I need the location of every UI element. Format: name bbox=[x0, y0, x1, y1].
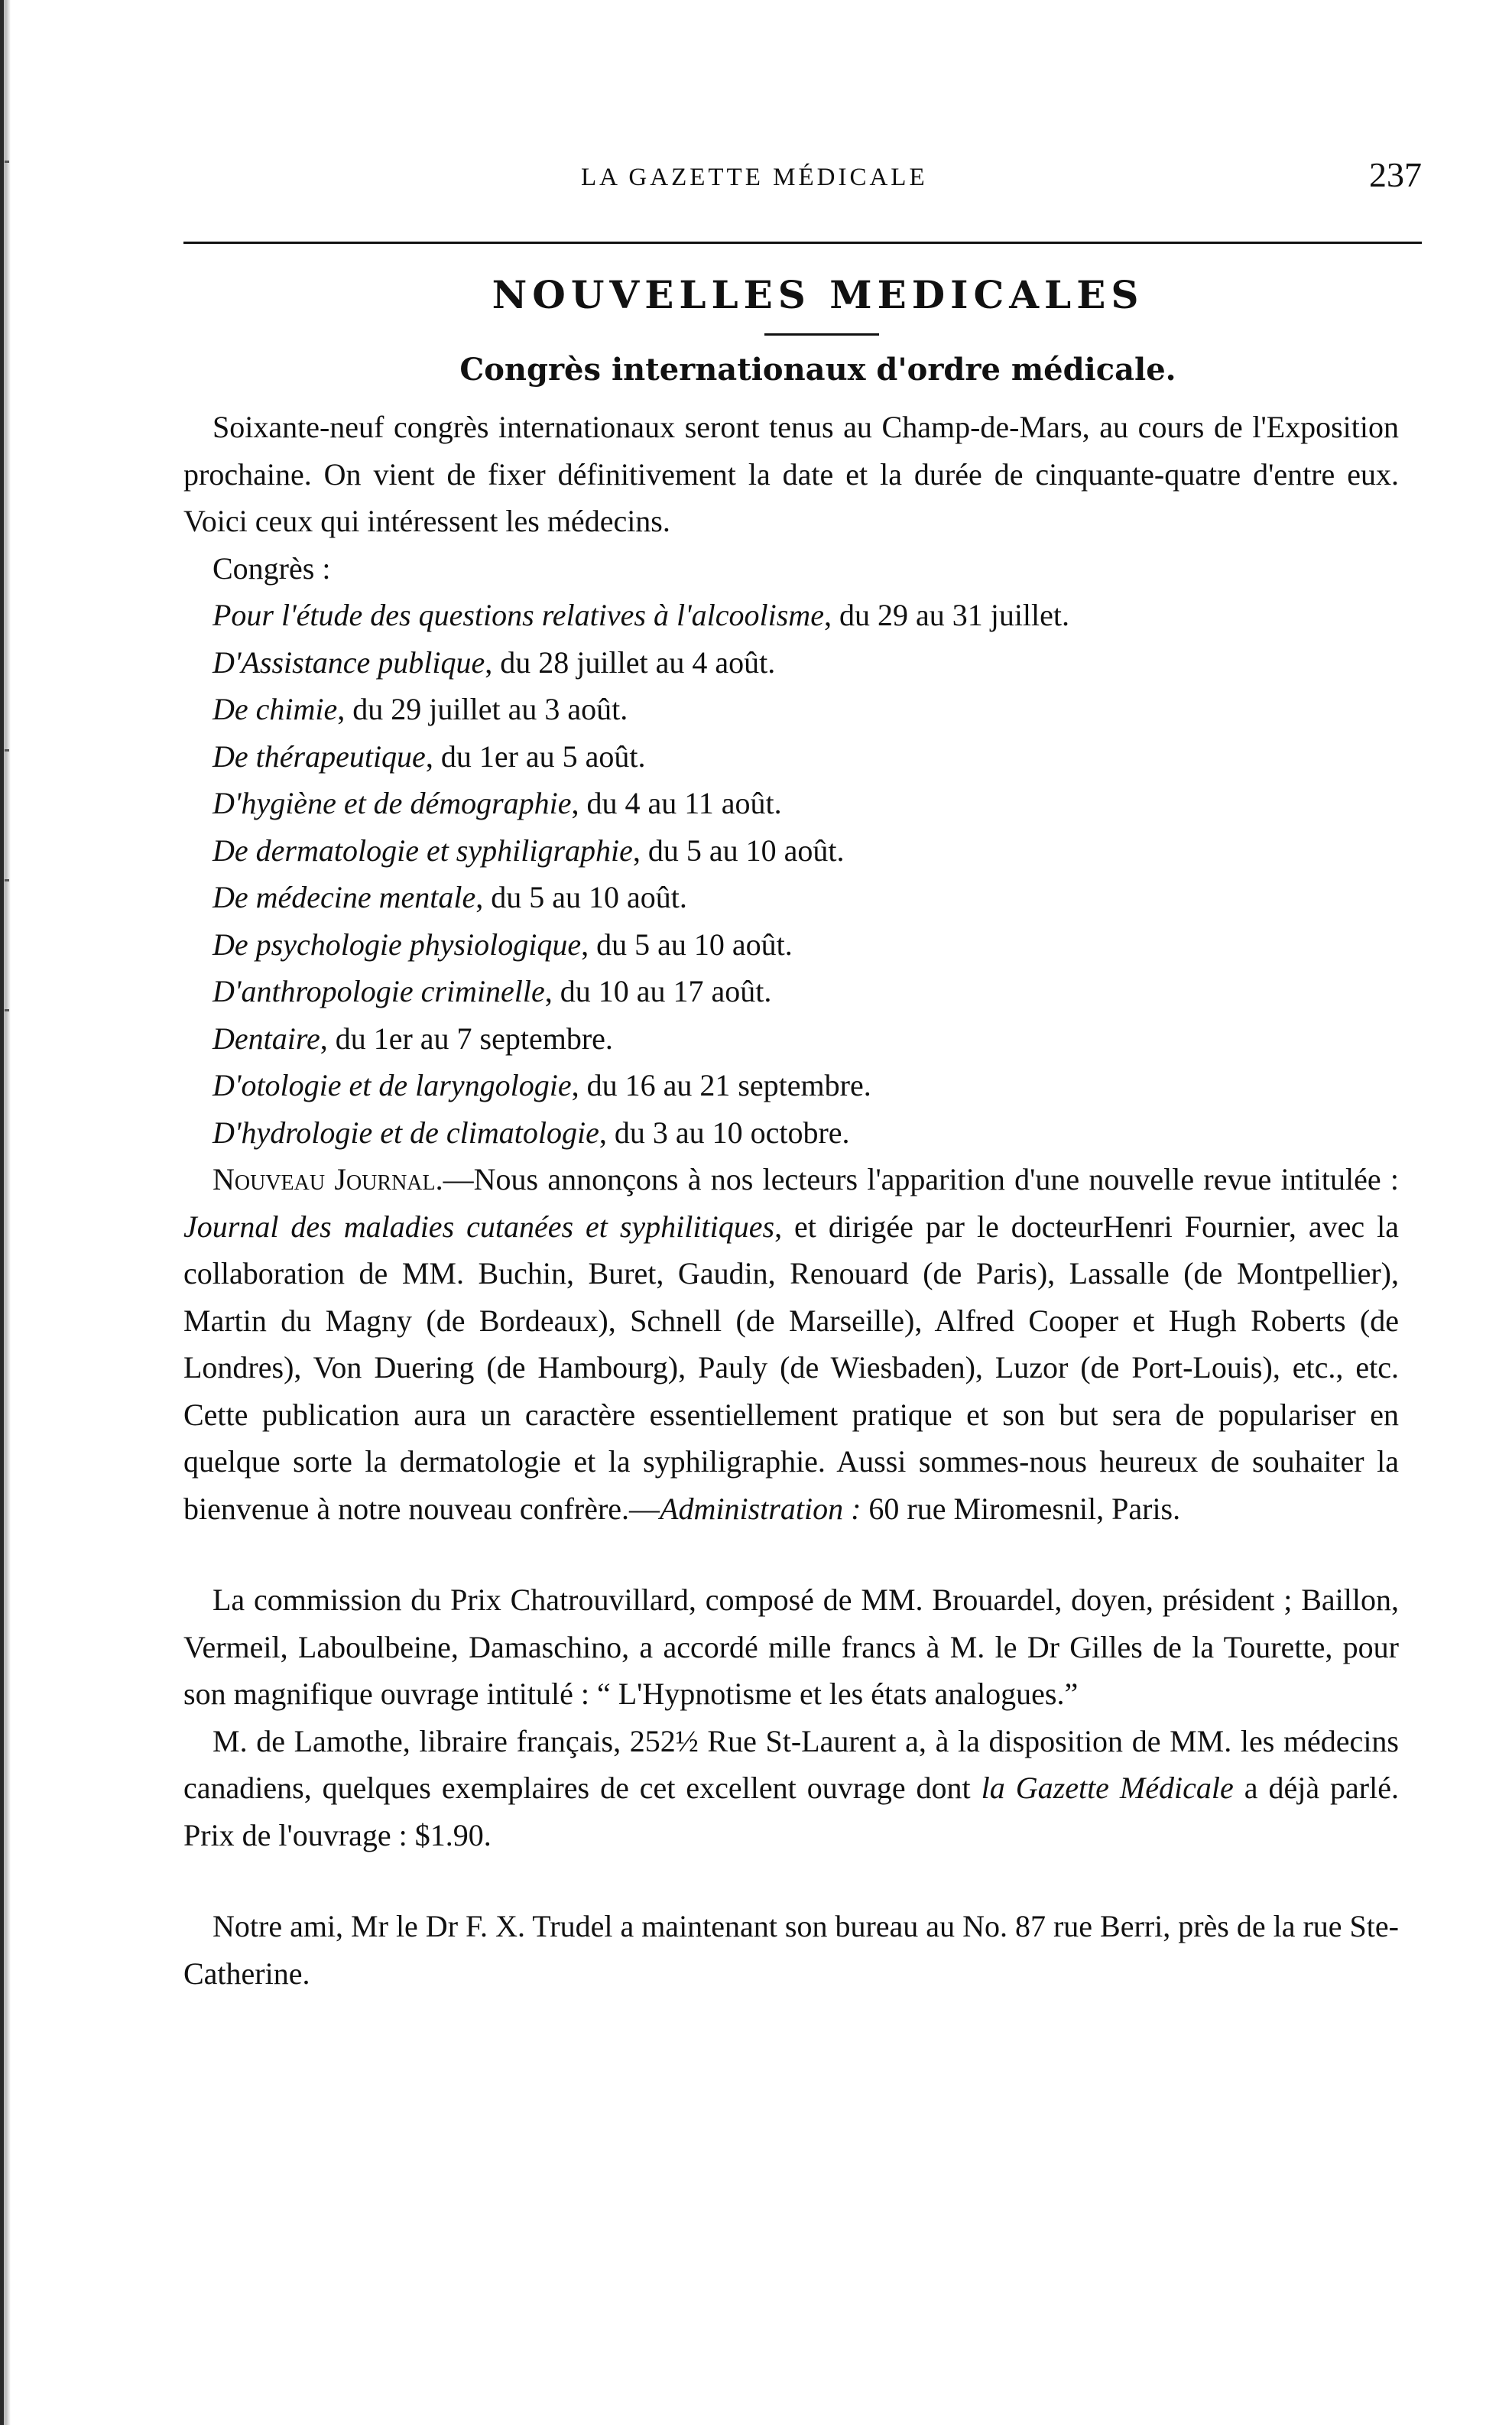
page-header bbox=[183, 138, 1422, 206]
congress-dates: , du 5 au 10 août. bbox=[632, 833, 845, 868]
congress-name: De psychologie physiologique bbox=[213, 927, 582, 962]
scan-edge-mark bbox=[5, 879, 9, 881]
congres-label: Congrès : bbox=[213, 550, 331, 586]
scan-edge bbox=[0, 0, 17, 2425]
congress-dates: , du 10 au 17 août. bbox=[544, 974, 772, 1008]
congress-dates: , du 1er au 7 septembre. bbox=[320, 1021, 613, 1056]
header-rule bbox=[183, 242, 1422, 244]
spacer bbox=[183, 1532, 1399, 1576]
congress-dates: , du 29 au 31 juillet. bbox=[823, 598, 1070, 632]
page bbox=[183, 138, 1422, 2401]
congress-item bbox=[183, 1062, 1399, 1109]
congress-name: De chimie bbox=[213, 692, 338, 726]
section-subtitle: Congrès internationaux d'ordre médicale. bbox=[459, 352, 1176, 388]
scan-edge-mark bbox=[5, 1009, 9, 1011]
title-rule bbox=[764, 333, 879, 336]
journal-paragraph bbox=[183, 1156, 1399, 1532]
spacer bbox=[183, 1859, 1399, 1903]
congress-name: De thérapeutique bbox=[213, 739, 426, 774]
congress-item bbox=[183, 921, 1399, 969]
congress-name: De médecine mentale bbox=[213, 880, 476, 914]
lamothe-text: a déjà parlé. Prix de l'ouvrage : $1.90. bbox=[183, 1771, 1399, 1852]
congress-dates: , du 5 au 10 août. bbox=[581, 927, 793, 962]
congress-name: D'hygiène et de démographie bbox=[213, 786, 572, 820]
congress-item bbox=[183, 733, 1399, 781]
congress-name: Pour l'étude des questions relatives à l'alcoolisme bbox=[213, 598, 824, 632]
congress-list bbox=[183, 592, 1399, 1156]
congress-dates: , du 1er au 5 août. bbox=[425, 739, 646, 774]
congress-item bbox=[183, 874, 1399, 921]
congress-dates: , du 29 juillet au 3 août. bbox=[337, 692, 628, 726]
congress-dates: , du 4 au 11 août. bbox=[571, 786, 782, 820]
prix-paragraph: La commission du Prix Chatrouvillard, composé de MM. Brouardel, doyen, président ; Baillon, Vermeil, Laboulbeine, Damaschino, a accordé mille francs à M. le Dr Gilles de la Tourette, pour son magnifique ouvrage intitulé : “ L'Hypnotisme et les états analogues.” bbox=[183, 1583, 1399, 1711]
congress-dates: , du 28 juillet au 4 août. bbox=[485, 644, 776, 680]
page-number: 237 bbox=[1369, 155, 1422, 194]
lamothe-text: M. de Lamothe, libraire français, 252½ Rue St-Laurent a, à la disposition de MM. les médecins canadiens, quelques exemplaires de cet excellent ouvrage dont bbox=[183, 1723, 1399, 1805]
congress-dates: , du 16 au 21 septembre. bbox=[571, 1068, 871, 1102]
congress-item bbox=[183, 1109, 1399, 1157]
congress-item bbox=[183, 592, 1399, 639]
administration-label: Administration : bbox=[660, 1491, 861, 1526]
congress-item bbox=[183, 827, 1399, 875]
congress-name: D'Assistance publique bbox=[213, 644, 485, 680]
journal-title: Journal des maladies cutanées et syphilitiques bbox=[183, 1209, 775, 1244]
congress-dates: , du 3 au 10 octobre. bbox=[599, 1115, 850, 1150]
intro-paragraph: Soixante-neuf congrès internationaux seront tenus au Champ-de-Mars, au cours de l'Exposition prochaine. On vient de fixer définitivement la date et la durée de cinquante-quatre d'entre eux. Voici ceux qui intéressent les médecins. bbox=[183, 410, 1399, 538]
congress-dates: , du 5 au 10 août. bbox=[475, 880, 687, 914]
running-head: LA GAZETTE MÉDICALE bbox=[581, 164, 928, 191]
congress-item bbox=[183, 1015, 1399, 1063]
congress-name: De dermatologie et syphiligraphie bbox=[213, 833, 633, 868]
congress-name: Dentaire bbox=[213, 1021, 320, 1056]
scan-edge-mark bbox=[5, 749, 9, 752]
congress-name: D'anthropologie criminelle bbox=[213, 974, 545, 1008]
congress-item bbox=[183, 639, 1399, 687]
gazette-title: la Gazette Médicale bbox=[981, 1771, 1234, 1805]
journal-text: —Nous annonçons à nos lecteurs l'apparition d'une nouvelle revue intitulée : bbox=[443, 1162, 1400, 1196]
congress-item bbox=[183, 780, 1399, 827]
administration-address: 60 rue Miromesnil, Paris. bbox=[861, 1491, 1181, 1526]
lamothe-paragraph bbox=[183, 1718, 1399, 1859]
scan-edge-mark bbox=[5, 161, 9, 163]
trudel-paragraph: Notre ami, Mr le Dr F. X. Trudel a maintenant son bureau au No. 87 rue Berri, près de la rue Ste-Catherine. bbox=[183, 1909, 1399, 1991]
journal-text: , et dirigée par le docteurHenri Fournier, avec la collaboration de MM. Buchin, Buret, Gaudin, Renouard (de Paris), Lassalle (de Montpellier), Martin du Magny (de Bordeaux), Schnell (de Marseille), Alfred Cooper et Hugh Roberts (de Londres), Von Duering (de Hambourg), Pauly (de Wiesbaden), Luzor (de Port-Louis), etc., etc. Cette publication aura un caractère essentiellement pratique et son but sera de populariser en quelque sorte la dermatologie et la syphiligraphie. Aussi sommes-nous heureux de souhaiter la bienvenue à notre nouveau confrère.— bbox=[183, 1209, 1399, 1526]
congress-name: D'hydrologie et de climatologie bbox=[213, 1115, 599, 1150]
section-title: NOUVELLES MEDICALES bbox=[492, 272, 1144, 317]
congress-name: D'otologie et de laryngologie bbox=[213, 1068, 572, 1102]
congress-item bbox=[183, 968, 1399, 1015]
article-body bbox=[183, 404, 1399, 1997]
congress-item bbox=[183, 686, 1399, 733]
journal-lead: Nouveau Journal. bbox=[213, 1162, 443, 1196]
